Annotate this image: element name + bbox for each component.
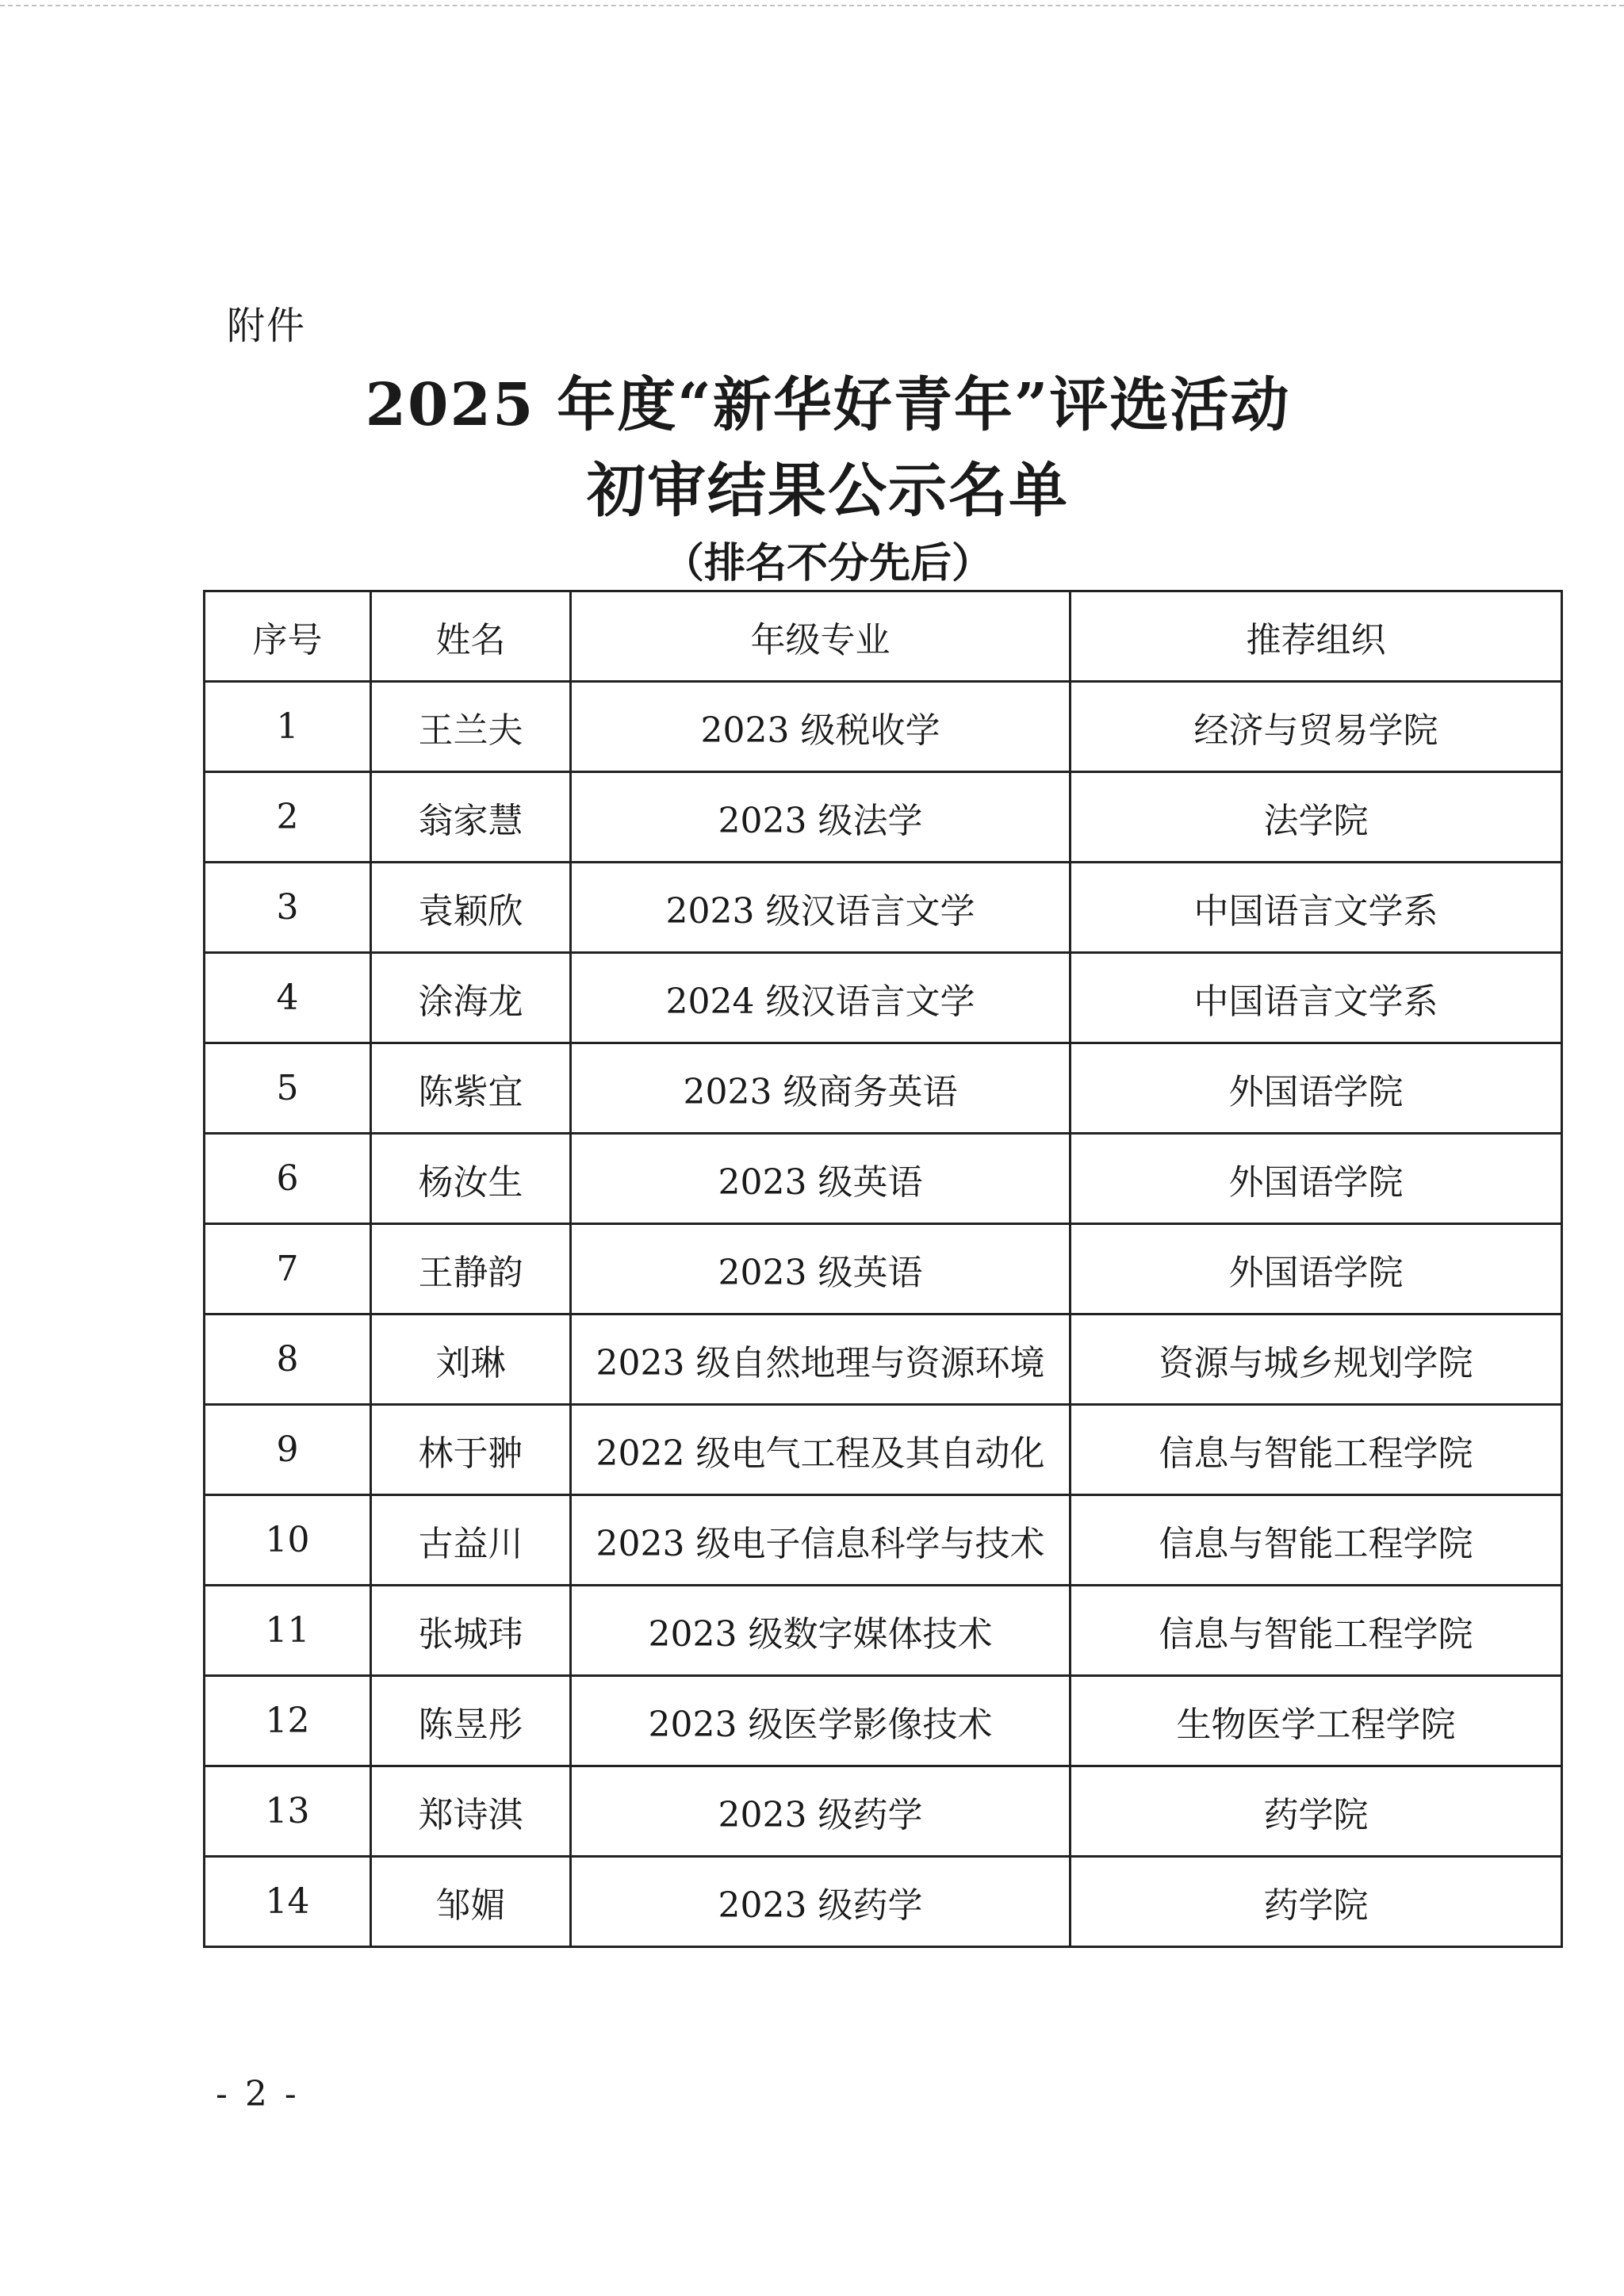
cell-name: 郑诗淇 [371, 1766, 571, 1857]
cell-name: 古益川 [371, 1495, 571, 1586]
candidate-table [203, 590, 1563, 1948]
document-title-line-1: 2025 年度“新华好青年”评选活动 [365, 371, 1291, 439]
cell-name: 邹媚 [371, 1857, 571, 1947]
cell-org: 药学院 [1071, 1766, 1562, 1857]
cell-name: 刘琳 [371, 1314, 571, 1405]
cell-grade-major: 2023 级汉语言文学 [571, 863, 1071, 953]
header-recommending-org: 推荐组织 [1071, 591, 1562, 682]
header-name: 姓名 [371, 591, 571, 682]
cell-index: 10 [205, 1495, 371, 1586]
table-row [205, 1857, 1562, 1947]
cell-grade-major: 2023 级自然地理与资源环境 [571, 1314, 1071, 1405]
table-row [205, 772, 1562, 863]
cell-name: 王兰夫 [371, 682, 571, 772]
cell-index: 4 [205, 953, 371, 1043]
table-header-row [205, 591, 1562, 682]
cell-index: 13 [205, 1766, 371, 1857]
cell-org: 法学院 [1071, 772, 1562, 863]
table-row [205, 1134, 1562, 1224]
cell-name: 袁颖欣 [371, 863, 571, 953]
cell-index: 14 [205, 1857, 371, 1947]
cell-index: 8 [205, 1314, 371, 1405]
table-row [205, 682, 1562, 772]
table-row [205, 1766, 1562, 1857]
cell-grade-major: 2023 级药学 [571, 1857, 1071, 1947]
cell-index: 1 [205, 682, 371, 772]
cell-grade-major: 2023 级药学 [571, 1766, 1071, 1857]
cell-grade-major: 2023 级英语 [571, 1224, 1071, 1314]
cell-org: 信息与智能工程学院 [1071, 1495, 1562, 1586]
cell-index: 2 [205, 772, 371, 863]
header-index: 序号 [205, 591, 371, 682]
cell-index: 9 [205, 1405, 371, 1495]
cell-grade-major: 2023 级英语 [571, 1134, 1071, 1224]
cell-grade-major: 2023 级税收学 [571, 682, 1071, 772]
cell-name: 翁家慧 [371, 772, 571, 863]
cell-name: 陈紫宜 [371, 1043, 571, 1134]
cell-org: 资源与城乡规划学院 [1071, 1314, 1562, 1405]
cell-index: 7 [205, 1224, 371, 1314]
cell-org: 药学院 [1071, 1857, 1562, 1947]
cell-org: 中国语言文学系 [1071, 953, 1562, 1043]
document-title-line-2: 初审结果公示名单 [587, 457, 1069, 525]
table-row [205, 953, 1562, 1043]
cell-org: 信息与智能工程学院 [1071, 1586, 1562, 1676]
cell-name: 涂海龙 [371, 953, 571, 1043]
table-row [205, 1224, 1562, 1314]
cell-index: 3 [205, 863, 371, 953]
cell-grade-major: 2023 级数字媒体技术 [571, 1586, 1071, 1676]
attachment-label: 附件 [227, 304, 307, 348]
table-row [205, 1043, 1562, 1134]
cell-org: 生物医学工程学院 [1071, 1676, 1562, 1766]
cell-grade-major: 2023 级医学影像技术 [571, 1676, 1071, 1766]
cell-index: 12 [205, 1676, 371, 1766]
cell-name: 林于翀 [371, 1405, 571, 1495]
cell-grade-major: 2022 级电气工程及其自动化 [571, 1405, 1071, 1495]
page-number: - 2 - [216, 2074, 300, 2114]
scan-top-edge [0, 5, 1624, 6]
table-row [205, 1586, 1562, 1676]
cell-index: 11 [205, 1586, 371, 1676]
cell-grade-major: 2023 级法学 [571, 772, 1071, 863]
cell-org: 外国语学院 [1071, 1134, 1562, 1224]
cell-index: 5 [205, 1043, 371, 1134]
cell-org: 信息与智能工程学院 [1071, 1405, 1562, 1495]
cell-name: 杨汝生 [371, 1134, 571, 1224]
cell-index: 6 [205, 1134, 371, 1224]
cell-org: 经济与贸易学院 [1071, 682, 1562, 772]
cell-name: 张城玮 [371, 1586, 571, 1676]
cell-grade-major: 2024 级汉语言文学 [571, 953, 1071, 1043]
table-row [205, 863, 1562, 953]
table-row [205, 1314, 1562, 1405]
cell-org: 外国语学院 [1071, 1043, 1562, 1134]
table-row [205, 1405, 1562, 1495]
cell-org: 中国语言文学系 [1071, 863, 1562, 953]
table-row [205, 1676, 1562, 1766]
cell-grade-major: 2023 级商务英语 [571, 1043, 1071, 1134]
cell-name: 陈昱彤 [371, 1676, 571, 1766]
header-grade-major: 年级专业 [571, 591, 1071, 682]
table-row [205, 1495, 1562, 1586]
cell-grade-major: 2023 级电子信息科学与技术 [571, 1495, 1071, 1586]
cell-name: 王静韵 [371, 1224, 571, 1314]
document-subtitle: （排名不分先后） [662, 539, 993, 587]
cell-org: 外国语学院 [1071, 1224, 1562, 1314]
